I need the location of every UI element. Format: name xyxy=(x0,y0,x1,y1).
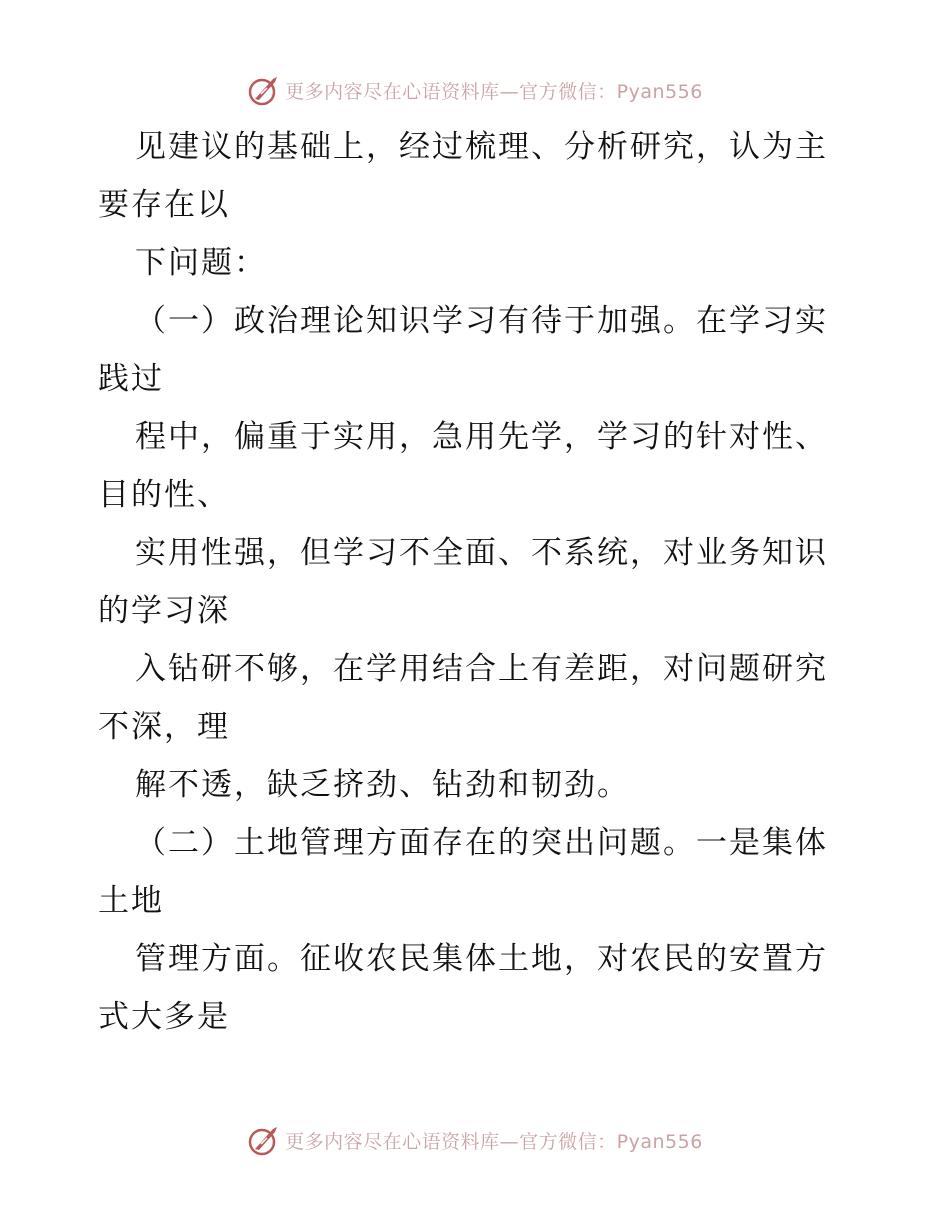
text-line: 程中，偏重于实用，急用先学，学习的针对性、 xyxy=(135,419,828,455)
footer-banner xyxy=(0,1120,950,1160)
text-line: 的学习深 xyxy=(98,593,230,629)
text-line: 管理方面。征收农民集体土地，对农民的安置方 xyxy=(135,941,828,977)
document-body xyxy=(98,118,858,1046)
header-banner xyxy=(0,70,950,110)
text-line: 见建议的基础上，经过梳理、分析研究，认为主 xyxy=(135,129,828,165)
text-line: （二）土地管理方面存在的突出问题。一是集体 xyxy=(135,825,828,861)
banner-text: 更多内容尽在心语资料库—官方微信：Pyan556 xyxy=(285,80,703,103)
text-line: 下问题： xyxy=(135,245,267,281)
quill-pen-logo-icon xyxy=(247,1123,281,1157)
banner-text: 更多内容尽在心语资料库—官方微信：Pyan556 xyxy=(285,1130,703,1153)
text-line: 式大多是 xyxy=(98,999,230,1035)
text-line: （一）政治理论知识学习有待于加强。在学习实 xyxy=(135,303,828,339)
text-line: 要存在以 xyxy=(98,187,230,223)
text-line: 目的性、 xyxy=(98,477,230,513)
quill-pen-logo-icon xyxy=(247,73,281,107)
text-line: 不深，理 xyxy=(98,709,230,745)
text-line: 解不透，缺乏挤劲、钻劲和韧劲。 xyxy=(135,767,630,803)
text-line: 土地 xyxy=(98,883,164,919)
text-line: 践过 xyxy=(98,361,164,397)
text-line: 实用性强，但学习不全面、不系统，对业务知识 xyxy=(135,535,828,571)
text-line: 入钻研不够，在学用结合上有差距，对问题研究 xyxy=(135,651,828,687)
